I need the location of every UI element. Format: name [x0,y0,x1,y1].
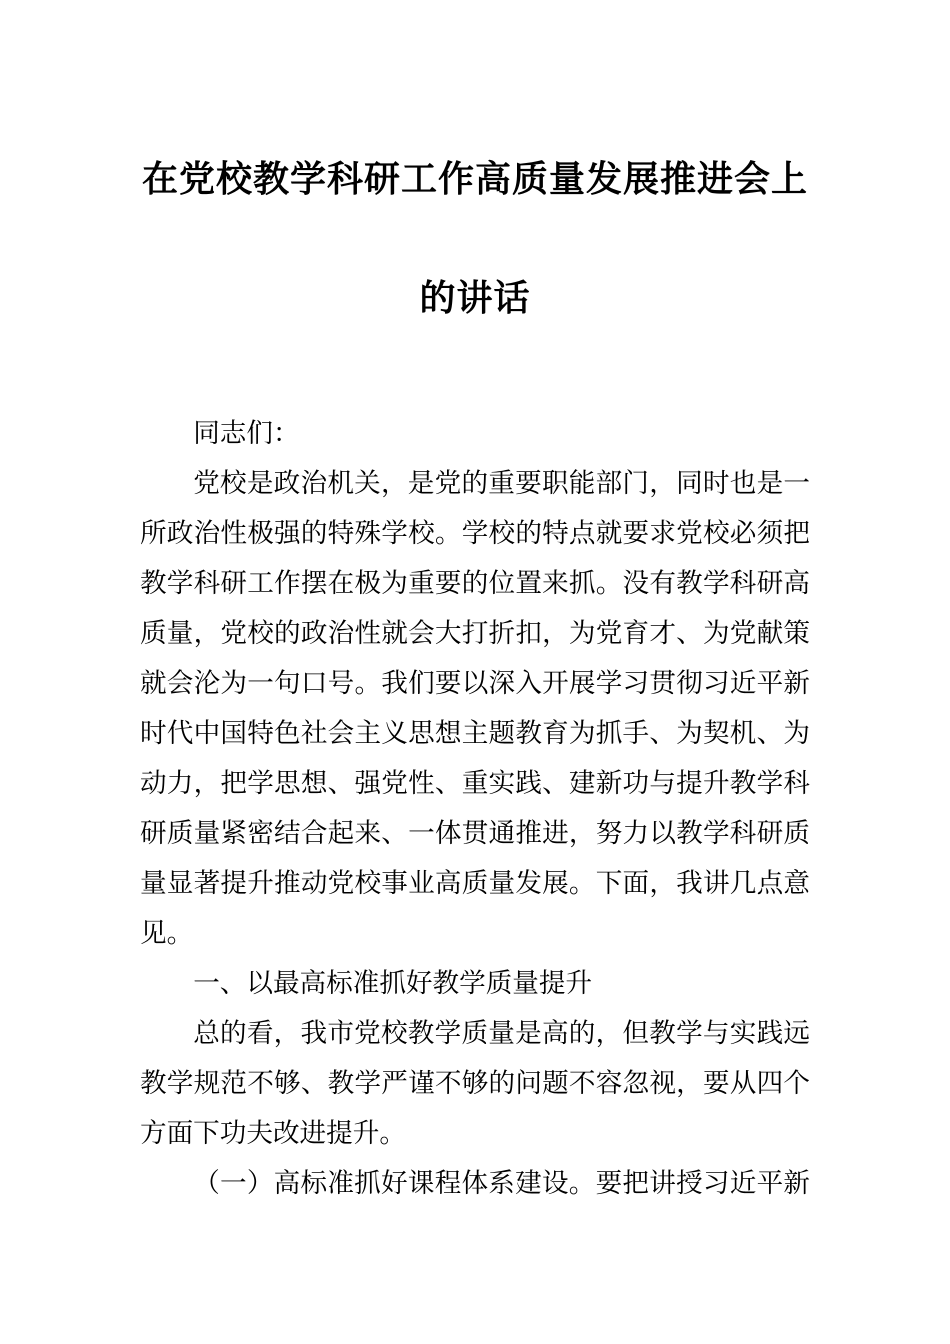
text-line: 量显著提升推动党校事业高质量发展。下面，我讲几点意 [140,868,810,898]
paragraph-section-heading-1 [140,958,810,1008]
text-line: 总的看，我市党校教学质量是高的，但教学与实践远 [193,1018,810,1048]
paragraph-section-1-point-1 [140,1158,810,1208]
text-line: 一、以最高标准抓好教学质量提升 [193,968,593,998]
paragraph-section-1-overview [140,1008,810,1158]
text-line: 所政治性极强的特殊学校。学校的特点就要求党校必须把 [140,518,810,548]
page-title [140,119,810,357]
document-body [140,408,810,1208]
text-line: 教学规范不够、教学严谨不够的问题不容忽视，要从四个 [140,1068,810,1098]
paragraph-salutation [140,408,810,458]
text-line: 方面下功夫改进提升。 [140,1118,406,1148]
text-line: 研质量紧密结合起来、一体贯通推进，努力以教学科研质 [140,818,810,848]
text-line: 时代中国特色社会主义思想主题教育为抓手、为契机、为 [140,718,810,748]
text-line: 就会沦为一句口号。我们要以深入开展学习贯彻习近平新 [140,668,810,698]
text-line: 同志们： [193,418,300,448]
text-line: 质量，党校的政治性就会大打折扣，为党育才、为党献策 [140,618,810,648]
text-line: （一）高标准抓好课程体系建设。要把讲授习近平新 [193,1168,810,1198]
title-line-1: 在党校教学科研工作高质量发展推进会上 [141,158,808,199]
text-line: 动力，把学思想、强党性、重实践、建新功与提升教学科 [140,768,810,798]
text-line: 见。 [140,918,194,948]
paragraph-intro-paragraph [140,458,810,958]
text-line: 党校是政治机关，是党的重要职能部门，同时也是一 [193,468,810,498]
text-line: 教学科研工作摆在极为重要的位置来抓。没有教学科研高 [140,568,810,598]
title-line-2: 的讲话 [419,277,531,318]
